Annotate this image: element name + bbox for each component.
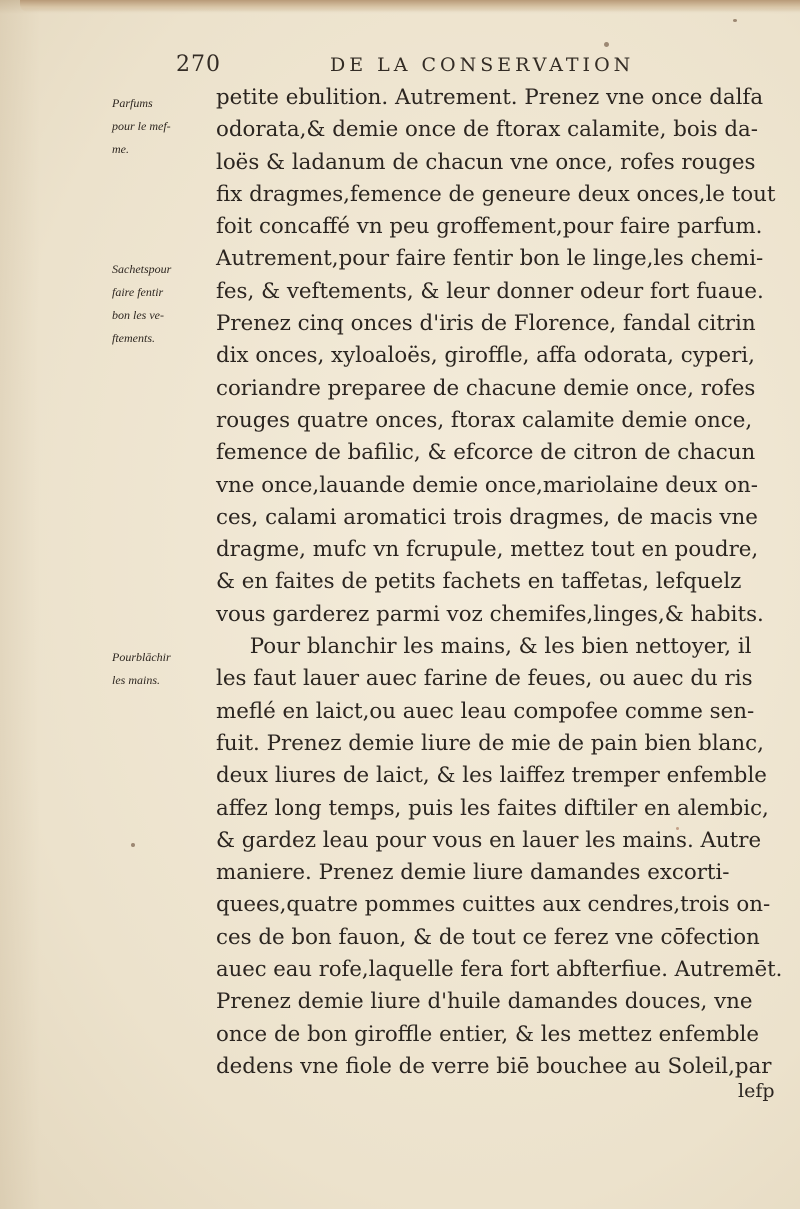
sidenote-line: me. bbox=[112, 142, 129, 156]
text-line: Prenez cinq onces d'iris de Florence, fandal citrin bbox=[216, 311, 756, 337]
text-line: vous garderez parmi voz chemifes,linges,& habits. bbox=[216, 601, 764, 627]
sidenote-line: ftements. bbox=[112, 331, 155, 345]
sidenote-line: pour le mef- bbox=[112, 119, 171, 133]
text-line: dragme, mufc vn fcrupule, mettez tout en poudre, bbox=[216, 537, 759, 563]
text-line: loës & ladanum de chacun vne once, rofes rouges bbox=[216, 149, 756, 175]
text-line: vne once,lauande demie once,mariolaine deux on- bbox=[216, 472, 758, 498]
ink-speck bbox=[604, 42, 609, 47]
text-line: Prenez demie liure d'huile damandes douces, vne bbox=[216, 989, 753, 1015]
text-line: fix dragmes,femence de geneure deux onces,le tout bbox=[216, 181, 776, 207]
text-line: ces de bon fauon, & de tout ce ferez vne cōfection bbox=[216, 924, 760, 950]
text-line-paragraph-start: Pour blanchir les mains, & les bien nettoyer, il bbox=[249, 634, 752, 660]
sidenote-line: les mains. bbox=[112, 673, 160, 687]
sidenote-line: bon les ve- bbox=[112, 308, 164, 322]
text-line: dedens vne fiole de verre biē bouchee au Soleil,par bbox=[216, 1053, 772, 1079]
sidenote-line: Parfums bbox=[112, 96, 153, 110]
text-line: quees,quatre pommes cuittes aux cendres,trois on- bbox=[216, 892, 771, 918]
text-line: petite ebulition. Autrement. Prenez vne once dalfa bbox=[216, 85, 764, 110]
text-line: femence de bafilic, & efcorce de citron de chacun bbox=[216, 440, 756, 466]
text-line: rouges quatre onces, ftorax calamite demie once, bbox=[216, 407, 753, 433]
text-line: fes, & veftements, & leur donner odeur fort fuaue. bbox=[216, 278, 764, 304]
text-line: auec eau rofe,laquelle fera fort abfterfiue. Autremēt. bbox=[216, 957, 783, 983]
sidenote-line: Pourblāchir bbox=[112, 650, 171, 664]
sidenote-sachets bbox=[112, 258, 212, 350]
sidenote-line: Sachetspour bbox=[112, 262, 172, 276]
text-line: ces, calami aromatici trois dragmes, de macis vne bbox=[216, 504, 758, 530]
catchword: lefp bbox=[738, 1080, 775, 1102]
page-header bbox=[170, 52, 730, 82]
text-line: les faut lauer auec farine de feues, ou auec du ris bbox=[216, 666, 753, 692]
text-line: fuit. Prenez demie liure de mie de pain bien blanc, bbox=[216, 730, 764, 756]
text-line: & en faites de petits fachets en taffetas, lefquelz bbox=[216, 569, 742, 595]
main-text-block bbox=[216, 82, 786, 1083]
text-line: meflé en laict,ou auec leau compofee comme sen- bbox=[216, 698, 755, 724]
sidenote-line: faire fentir bbox=[112, 285, 164, 299]
text-line: foit concaffé vn peu groffement,pour faire parfum. bbox=[216, 214, 763, 240]
text-line: & gardez leau pour vous en lauer les mains. Autre bbox=[216, 827, 762, 853]
sidenote-blanchir bbox=[112, 646, 212, 692]
text-line: deux liures de laict, & les laiffez tremper enfemble bbox=[216, 763, 767, 789]
ink-speck bbox=[131, 843, 135, 847]
page-number: 270 bbox=[176, 52, 221, 77]
page-top-edge bbox=[20, 0, 800, 12]
text-line: odorata,& demie once de ftorax calamite, bois da- bbox=[216, 117, 758, 143]
running-head: DE LA CONSERVATION bbox=[330, 54, 635, 76]
text-line: dix onces, xyloaloës, giroffle, affa odorata, cyperi, bbox=[216, 343, 755, 369]
text-line: maniere. Prenez demie liure damandes excorti- bbox=[216, 860, 730, 886]
text-line: once de bon giroffle entier, & les mettez enfemble bbox=[216, 1021, 759, 1047]
sidenote-parfums bbox=[112, 92, 212, 161]
text-line: affez long temps, puis les faites diftiler en alembic, bbox=[216, 795, 769, 821]
text-line: coriandre preparee de chacune demie once, rofes bbox=[216, 375, 756, 401]
text-line: Autrement,pour faire fentir bon le linge,les chemi- bbox=[216, 246, 764, 272]
ink-speck bbox=[733, 19, 737, 22]
